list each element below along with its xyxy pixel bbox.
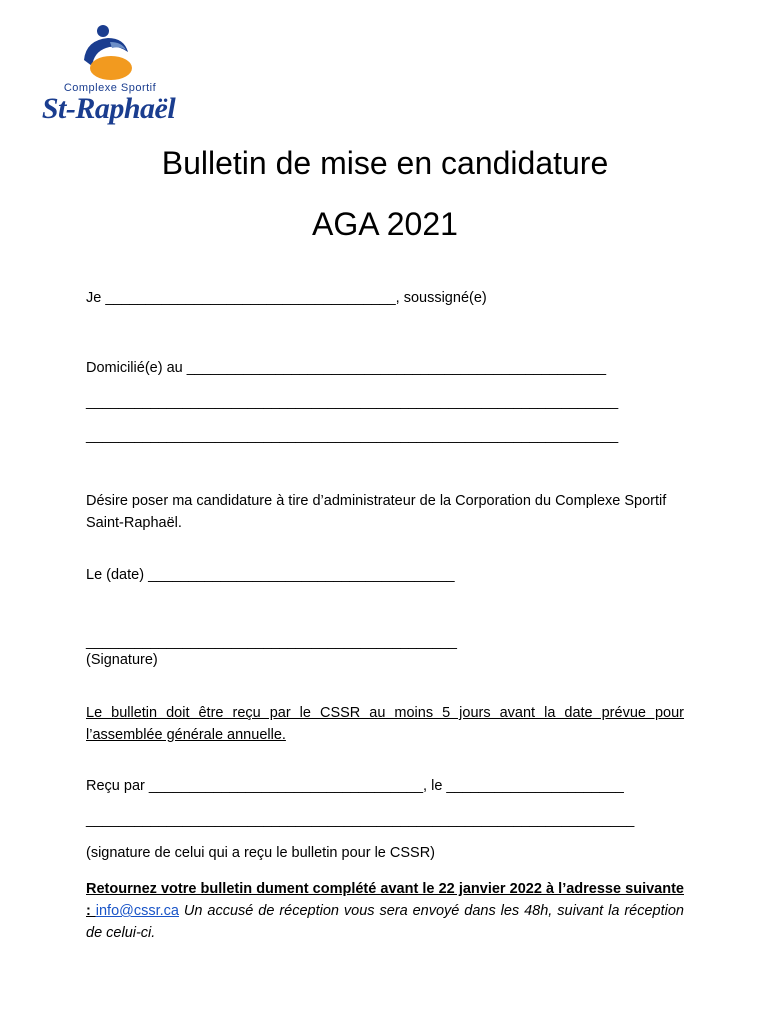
received-signature-label: (signature de celui qui a reçu le bulletin pour le CSSR) xyxy=(86,845,435,861)
return-instructions xyxy=(86,878,684,944)
deadline-notice: Le bulletin doit être reçu par le CSSR au moins 5 jours avant la date prévue pour l’assemblée générale annuelle. xyxy=(86,705,684,743)
candidature-statement: Désire poser ma candidature à tire d’administrateur de la Corporation du Complexe Sportif Saint-Raphaël. xyxy=(86,493,667,531)
address-line-3: __________________________________________________________________ xyxy=(86,428,619,444)
page-subtitle: AGA 2021 xyxy=(312,206,458,242)
logo-subtitle: Complexe Sportif xyxy=(63,82,157,94)
acknowledgement-text: Un accusé de réception vous sera envoyé dans les 48h, suivant la réception de celui-ci. xyxy=(86,903,684,941)
logo-title: St-Raphaël xyxy=(41,92,176,125)
signature-line: ______________________________________________ xyxy=(86,634,457,650)
date-field: Le (date) ______________________________________ xyxy=(86,567,455,583)
name-field: Je ____________________________________, soussigné(e) xyxy=(86,290,487,306)
address-line-2: __________________________________________________________________ xyxy=(86,394,619,410)
received-by-field: Reçu par __________________________________, le ______________________ xyxy=(86,778,624,794)
email-link[interactable]: info@cssr.ca xyxy=(95,903,179,919)
return-deadline-text: Retournez votre bulletin dument complété avant le 22 janvier 2022 à l’adresse suivante : xyxy=(86,881,684,919)
signature-label: (Signature) xyxy=(86,652,158,668)
received-signature-line: ____________________________________________________________________ xyxy=(86,812,635,828)
address-field: Domicilié(e) au ____________________________________________________ xyxy=(86,360,607,376)
page-title: Bulletin de mise en candidature xyxy=(161,145,609,181)
